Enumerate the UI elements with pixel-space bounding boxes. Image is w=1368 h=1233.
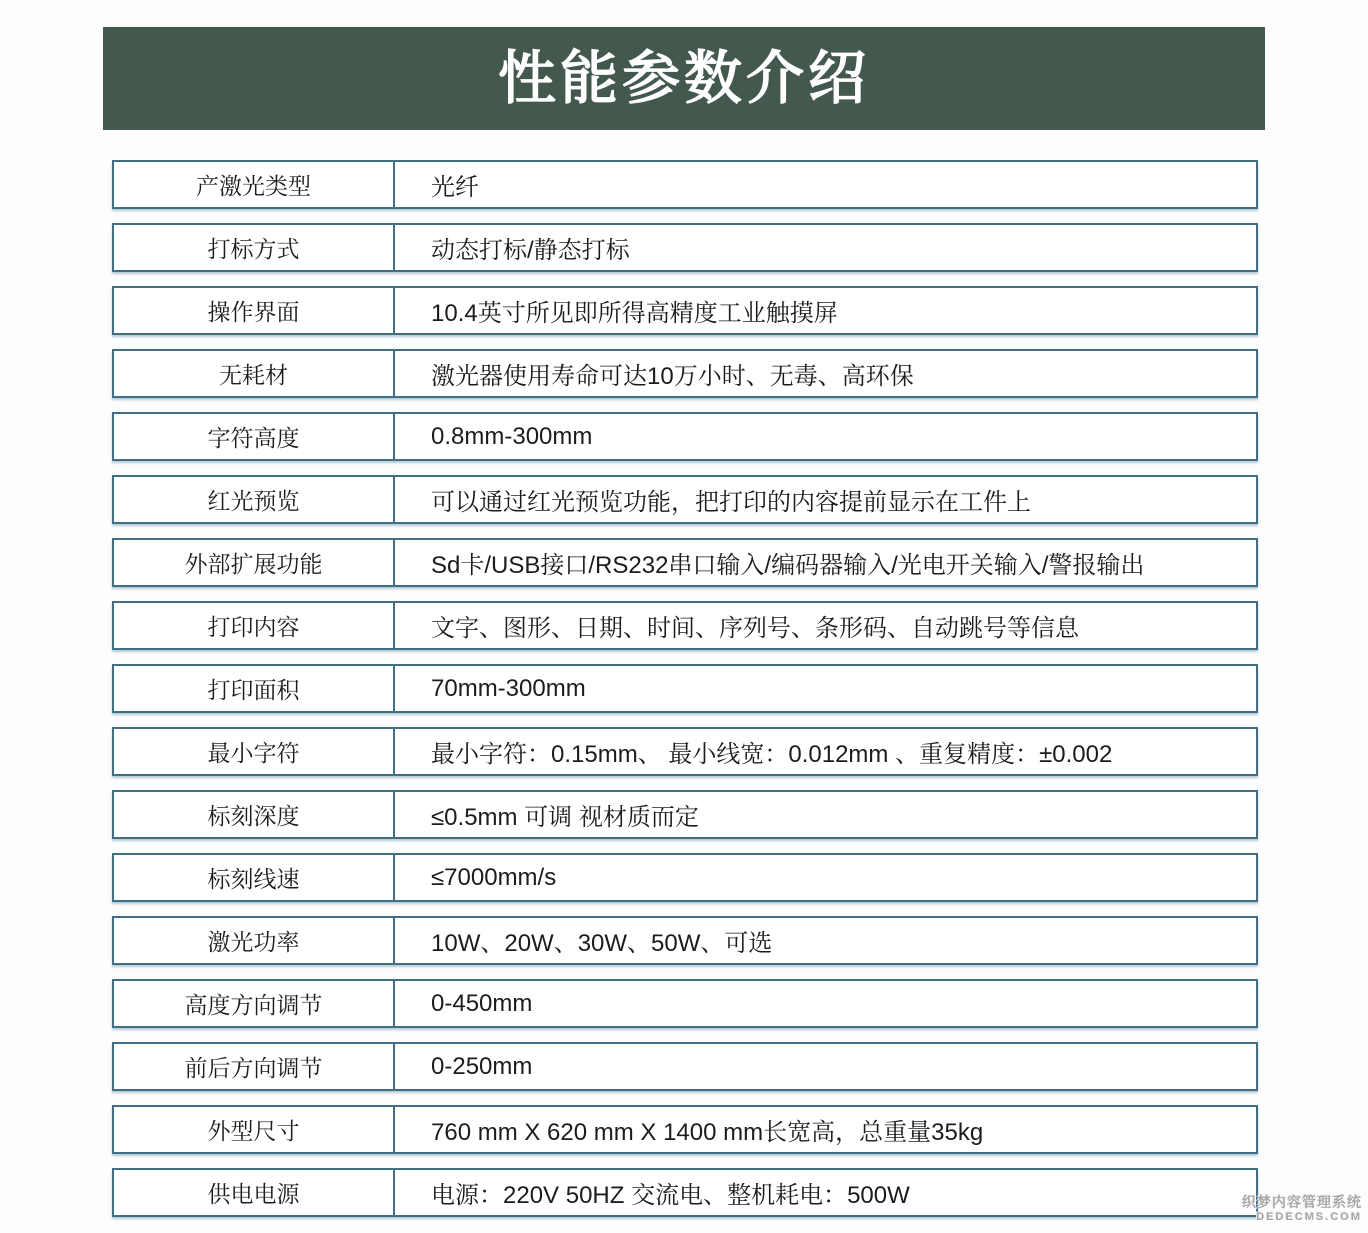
spec-value-cell: [395, 603, 1256, 648]
spec-label: 无耗材: [219, 362, 288, 388]
table-row: [112, 1105, 1258, 1154]
table-row: [112, 979, 1258, 1028]
title-bar: [103, 27, 1265, 130]
spec-value-cell: [395, 288, 1256, 333]
table-row: [112, 223, 1258, 272]
table-row: [112, 1168, 1258, 1217]
spec-value: 激光器使用寿命可达10万小时、无毒、高环保: [431, 363, 914, 390]
spec-label-cell: [114, 981, 395, 1026]
spec-value-cell: [395, 1170, 1256, 1215]
spec-value: 760 mm X 620 mm X 1400 mm长宽高，总重量35kg: [431, 1119, 984, 1146]
spec-label: 打印面积: [207, 677, 300, 703]
spec-value-cell: [395, 225, 1256, 270]
spec-label-cell: [114, 1170, 395, 1215]
spec-label-cell: [114, 666, 395, 711]
spec-value-cell: [395, 981, 1256, 1026]
spec-label-cell: [114, 414, 395, 459]
spec-value: 光纤: [431, 174, 479, 201]
spec-label-cell: [114, 540, 395, 585]
spec-value: 10.4英寸所见即所得高精度工业触摸屏: [431, 300, 838, 327]
spec-label: 标刻线速: [207, 866, 300, 892]
page-title: 性能参数介绍: [497, 45, 870, 111]
spec-value: ≤7000mm/s: [431, 863, 557, 891]
spec-label: 字符高度: [207, 425, 300, 451]
table-row: [112, 286, 1258, 335]
spec-value-cell: [395, 855, 1256, 900]
spec-label: 操作界面: [207, 299, 300, 325]
spec-label-cell: [114, 477, 395, 522]
spec-label-cell: [114, 792, 395, 837]
spec-value-cell: [395, 666, 1256, 711]
spec-table: [112, 160, 1258, 1217]
spec-value: 文字、图形、日期、时间、序列号、条形码、自动跳号等信息: [431, 615, 1079, 642]
spec-value: 0-450mm: [431, 989, 533, 1017]
table-row: [112, 790, 1258, 839]
spec-label: 打标方式: [207, 236, 300, 262]
spec-value: 0-250mm: [431, 1052, 533, 1080]
spec-label: 外部扩展功能: [184, 551, 323, 577]
table-row: [112, 160, 1258, 209]
table-row: [112, 412, 1258, 461]
spec-label-cell: [114, 729, 395, 774]
spec-label-cell: [114, 1044, 395, 1089]
spec-label-cell: [114, 288, 395, 333]
table-row: [112, 853, 1258, 902]
table-row: [112, 601, 1258, 650]
spec-value: 电源：220V 50HZ 交流电、整机耗电：500W: [431, 1182, 910, 1209]
table-row: [112, 475, 1258, 524]
spec-value-cell: [395, 351, 1256, 396]
table-row: [112, 349, 1258, 398]
spec-value-cell: [395, 729, 1256, 774]
spec-value-cell: [395, 162, 1256, 207]
watermark-line1: 织梦内容管理系统: [1242, 1193, 1362, 1210]
spec-value-cell: [395, 792, 1256, 837]
spec-label-cell: [114, 351, 395, 396]
table-row: [112, 916, 1258, 965]
spec-value-cell: [395, 414, 1256, 459]
spec-label-cell: [114, 162, 395, 207]
spec-label: 标刻深度: [207, 803, 300, 829]
spec-value: 可以通过红光预览功能，把打印的内容提前显示在工件上: [431, 489, 1031, 516]
cms-watermark: [1242, 1194, 1362, 1225]
spec-label-cell: [114, 1107, 395, 1152]
spec-value: ≤0.5mm 可调 视材质而定: [431, 804, 699, 831]
spec-value-cell: [395, 918, 1256, 963]
spec-value: 0.8mm-300mm: [431, 422, 593, 450]
spec-value: 动态打标/静态打标: [431, 237, 630, 264]
spec-label: 高度方向调节: [184, 992, 323, 1018]
spec-label: 激光功率: [207, 929, 300, 955]
table-row: [112, 538, 1258, 587]
spec-label-cell: [114, 855, 395, 900]
watermark-line2: DEDECMS.COM: [1256, 1211, 1362, 1224]
spec-label: 打印内容: [207, 614, 300, 640]
spec-label-cell: [114, 918, 395, 963]
spec-label: 前后方向调节: [184, 1055, 323, 1081]
spec-value: 最小字符：0.15mm、 最小线宽：0.012mm 、重复精度：±0.002: [431, 741, 1113, 768]
spec-label-cell: [114, 603, 395, 648]
spec-label: 最小字符: [207, 740, 300, 766]
spec-label: 外型尺寸: [207, 1118, 300, 1144]
spec-value: Sd卡/USB接口/RS232串口输入/编码器输入/光电开关输入/警报输出: [431, 552, 1145, 579]
spec-label: 产激光类型: [196, 173, 311, 199]
spec-value-cell: [395, 1044, 1256, 1089]
spec-value: 10W、20W、30W、50W、可选: [431, 930, 773, 957]
spec-value-cell: [395, 540, 1256, 585]
table-row: [112, 727, 1258, 776]
spec-label: 红光预览: [207, 488, 300, 514]
spec-value-cell: [395, 477, 1256, 522]
spec-label: 供电电源: [207, 1181, 300, 1207]
spec-value-cell: [395, 1107, 1256, 1152]
spec-label-cell: [114, 225, 395, 270]
spec-value: 70mm-300mm: [431, 674, 586, 702]
table-row: [112, 664, 1258, 713]
table-row: [112, 1042, 1258, 1091]
